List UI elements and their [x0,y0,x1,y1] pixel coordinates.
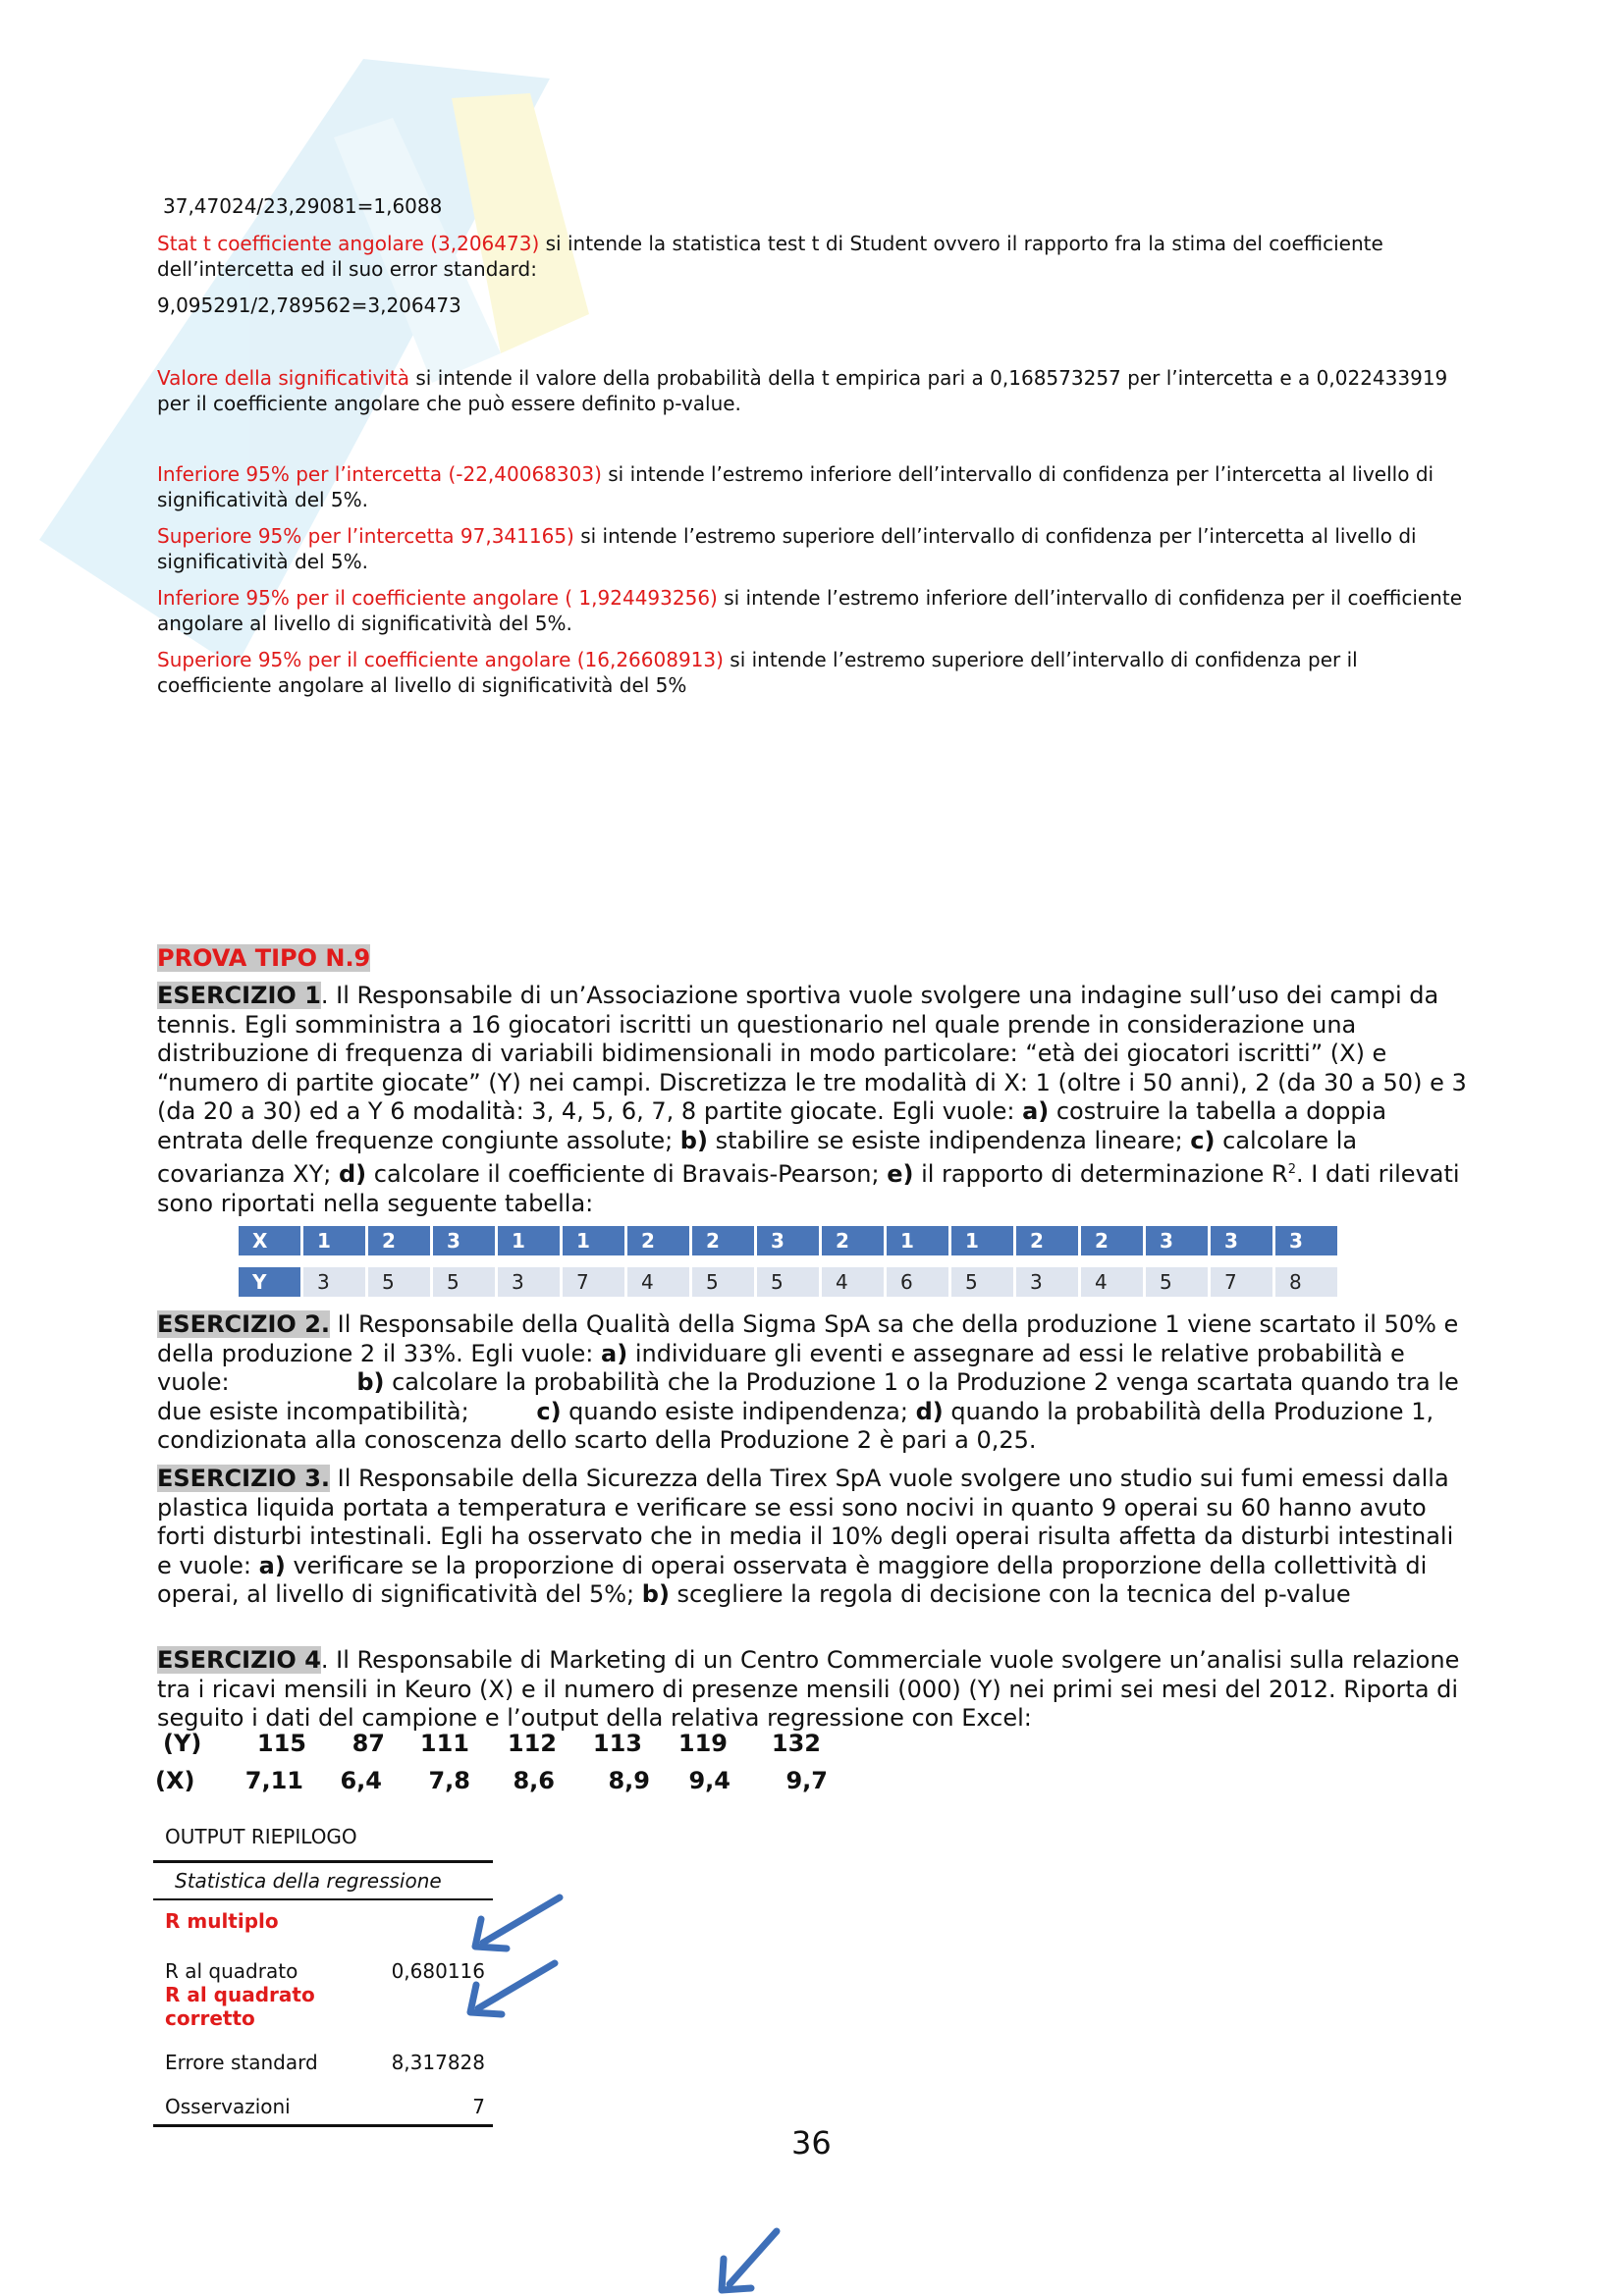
stat-t-label: Stat t coefficiente angolare (3,206473) [157,232,540,255]
esercizio-1-text: . Il Responsabile di un’Associazione sportiva vuole svolgere una indagine sull’uso dei campi da tennis. Egli somministra a 16 giocatori iscritti un questionario nel quale prende in considerazione una distribuzione di frequenza di variabili bidimensionali in modo particolare: “età dei giocatori iscritti” (X) e “numero di partite giocate” (Y) nei campi. Discretizza le tre modalità di X: 1 (oltre i 50 anni), 2 (da 30 a 50) e 3 (da 20 a 30) ed a Y 6 modalità: 3, 4, 5, 6, 7, 8 partite giocate. Egli vuole: [157,982,1467,1125]
significativita-label: Valore della significatività [157,366,409,390]
es1-tb: stabilire se esiste indipendenza lineare; [707,1126,1191,1154]
esercizio-3 [157,1465,1473,1610]
x-row-value: 9,7 [785,1767,828,1794]
output-rule-top [153,1860,493,1863]
table-cell: 5 [1146,1267,1208,1297]
formula-line-1: 37,47024/23,29081=1,6088 [163,194,443,218]
x-row-value: 8,6 [513,1767,555,1794]
x-row-value: 7,8 [428,1767,470,1794]
es2-c: c) [536,1397,562,1425]
osservazioni-label: Osservazioni [165,2095,291,2118]
prova-title-text: PROVA TIPO N.9 [157,944,371,972]
y-row-value: 132 [771,1730,821,1757]
table-cell: 2 [1016,1226,1078,1255]
inferiore-coefficiente-paragraph [157,585,1473,636]
output-subtitle: Statistica della regressione [175,1869,442,1893]
table-cell: 2 [822,1226,884,1255]
inferiore-coefficiente-label: Inferiore 95% per il coefficiente angolare ( 1,924493256) [157,586,718,610]
watermark-logo [39,59,707,667]
y-data-row [163,1730,821,1757]
significativita-paragraph [157,365,1473,416]
es1-b: b) [679,1126,708,1154]
es1-tail: . I dati rilevati sono riportati nella seguente tabella: [157,1160,1460,1217]
esercizio-4-label: ESERCIZIO 4 [157,1646,321,1674]
prova-title [157,944,370,974]
superiore-intercetta-paragraph [157,523,1473,574]
table-cell: 5 [368,1267,430,1297]
es4-t1: . Il Responsabile di Marketing di un Centro Commerciale vuole svolgere un’analisi sulla relazione tra i ricavi mensili in Keuro (X) e il numero di presenze mensili (000) (Y) nei primi sei mesi del 2012. Riporta di seguito i dati del campione e l’output della relativa regressione con Excel: [157,1646,1460,1732]
errore-standard-label: Errore standard [165,2051,318,2074]
table-cell: 5 [433,1267,495,1297]
x-row-value: 7,11 [244,1767,303,1794]
esercizio-1 [157,982,1473,1218]
r-multiplo-label: R multiplo [165,1909,279,1933]
es1-te: il rapporto di determinazione R [913,1160,1288,1188]
table-cell: 2 [368,1226,430,1255]
superiore-intercetta-label: Superiore 95% per l’intercetta 97,341165) [157,524,574,548]
x-row-value: 8,9 [608,1767,650,1794]
x-row-label: (X) [155,1767,195,1794]
superiore-coefficiente-text: si intende l’estremo superiore dell’intervallo di confidenza per il coefficiente angolare al livello di significatività del 5% [157,648,1358,697]
esercizio-3-label: ESERCIZIO 3. [157,1465,331,1492]
es3-t1: Il Responsabile della Sicurezza della Tirex SpA vuole svolgere uno studio sui fumi emessi dalla plastica liquida portata a temperatura e verificare se essi sono nocivi in quanto 9 operai su 60 hanno avuto forti disturbi intestinali. Egli ha osservato che in media il 10% degli operai risulta affetta da disturbi intestinali e vuole: [157,1465,1454,1579]
es1-e: e) [887,1160,914,1188]
es3-t2: verificare se la proporzione di operai osservata è maggiore della proporzione della collettività di operai, al livello di significatività del 5%; [157,1551,1428,1608]
es3-t3: scegliere la regola di decisione con la tecnica del p-value [669,1580,1351,1608]
xy-data-table [236,1226,1340,1297]
table-row-x [239,1226,1337,1255]
es2-d: d) [915,1397,944,1425]
table-cell: 1 [887,1226,948,1255]
arrow-icon [712,2223,790,2296]
r2-value: 0,680116 [391,1959,485,1983]
inferiore-intercetta-text: si intende l’estremo inferiore dell’intervallo di confidenza per l’intercetta al livello di significatività del 5%. [157,462,1434,511]
es2-t4: quando esiste indipendenza; [561,1397,916,1425]
table-cell: 7 [563,1267,624,1297]
output-rule-sub [153,1898,493,1900]
es2-t5: quando la probabilità della Produzione 1, condizionata alla conoscenza dello scarto della Produzione 2 è pari a 0,25. [157,1397,1434,1454]
table-cell: 5 [951,1267,1013,1297]
superiore-coefficiente-label: Superiore 95% per il coefficiente angolare (16,26608913) [157,648,724,671]
table-cell: 1 [951,1226,1013,1255]
table-cell: 3 [498,1267,560,1297]
es2-t1: Il Responsabile della Qualità della Sigma SpA sa che della produzione 1 viene scartato il 50% e della produzione 2 il 33%. Egli vuole: [157,1310,1459,1367]
table-cell: 2 [627,1226,689,1255]
table-cell: 4 [1081,1267,1143,1297]
errore-standard-value: 8,317828 [391,2051,485,2074]
arrow-icon [457,1955,565,2024]
y-row-value: 115 [256,1730,306,1757]
table-row-y [239,1267,1337,1297]
table-cell: 3 [1275,1226,1337,1255]
inferiore-intercetta-label: Inferiore 95% per l’intercetta (-22,40068303) [157,462,602,486]
table-cell: 3 [1016,1267,1078,1297]
table-cell: 3 [1211,1226,1272,1255]
output-title: OUTPUT RIEPILOGO [165,1825,357,1848]
table-cell: 8 [1275,1267,1337,1297]
table-cell: 6 [887,1267,948,1297]
es1-a: a) [1022,1097,1050,1125]
y-row-value: 87 [352,1730,385,1757]
page-number: 36 [791,2124,832,2162]
es2-a: a) [601,1339,628,1367]
esercizio-1-label: ESERCIZIO 1 [157,982,321,1009]
y-row-value: 113 [592,1730,642,1757]
r2-label: R al quadrato [165,1959,298,1983]
es1-tc: calcolare la covarianza XY; [157,1126,1358,1188]
superiore-coefficiente-paragraph [157,647,1473,698]
table-cell-y-label: Y [239,1267,300,1297]
formula-line-2: 9,095291/2,789562=3,206473 [157,294,461,317]
stat-t-text: si intende la statistica test t di Student ovvero il rapporto fra la stima del coefficiente dell’intercetta ed il suo error standard: [157,232,1383,281]
x-row-value: 9,4 [688,1767,730,1794]
y-row-value: 111 [419,1730,469,1757]
table-cell: 2 [692,1226,754,1255]
x-data-row [155,1767,828,1794]
table-cell: 5 [757,1267,819,1297]
stat-t-paragraph [157,231,1473,282]
es2-b: b) [356,1368,385,1396]
y-row-label: (Y) [163,1730,202,1757]
table-cell: 5 [692,1267,754,1297]
table-cell: 1 [498,1226,560,1255]
table-cell: 7 [1211,1267,1272,1297]
es2-t2: individuare gli eventi e assegnare ad essi le relative probabilità e vuole: [157,1339,1413,1396]
es1-sup: 2 [1287,1162,1296,1177]
output-rule-bottom [153,2124,493,2127]
table-cell: 3 [303,1267,365,1297]
es1-c: c) [1190,1126,1216,1154]
inferiore-intercetta-paragraph [157,461,1473,512]
esercizio-2-label: ESERCIZIO 2. [157,1310,331,1338]
es1-ta: costruire la tabella a doppia entrata delle frequenze congiunte assolute; [157,1097,1387,1154]
es1-td: calcolare il coefficiente di Bravais-Pearson; [366,1160,888,1188]
table-cell: 1 [303,1226,365,1255]
r2c-label-1: R al quadrato [165,1983,315,2006]
osservazioni-value: 7 [472,2095,485,2118]
table-cell: 4 [627,1267,689,1297]
x-row-value: 6,4 [340,1767,382,1794]
es2-t3: calcolare la probabilità che la Produzione 1 o la Produzione 2 venga scartata quando tra le due esiste incompatibilità; [157,1368,1467,1425]
table-cell-x-label: X [239,1226,300,1255]
es3-a: a) [258,1551,286,1579]
superiore-intercetta-text: si intende l’estremo superiore dell’intervallo di confidenza per l’intercetta al livello di significatività del 5%. [157,524,1417,573]
table-cell: 3 [433,1226,495,1255]
table-cell: 4 [822,1267,884,1297]
y-row-value: 119 [677,1730,728,1757]
significativita-text: si intende il valore della probabilità della t empirica pari a 0,168573257 per l’intercetta e a 0,022433919 per il coefficiente angolare che può essere definito p-value. [157,366,1448,415]
esercizio-2 [157,1310,1473,1456]
esercizio-4 [157,1646,1473,1734]
y-row-value: 112 [507,1730,557,1757]
r2c-label-2: corretto [165,2006,255,2030]
table-cell: 2 [1081,1226,1143,1255]
table-cell: 3 [757,1226,819,1255]
arrow-icon [461,1890,569,1958]
table-cell: 1 [563,1226,624,1255]
es3-b: b) [641,1580,670,1608]
table-cell: 3 [1146,1226,1208,1255]
inferiore-coefficiente-text: si intende l’estremo inferiore dell’intervallo di confidenza per il coefficiente angolare al livello di significatività del 5%. [157,586,1463,635]
es1-d: d) [339,1160,367,1188]
